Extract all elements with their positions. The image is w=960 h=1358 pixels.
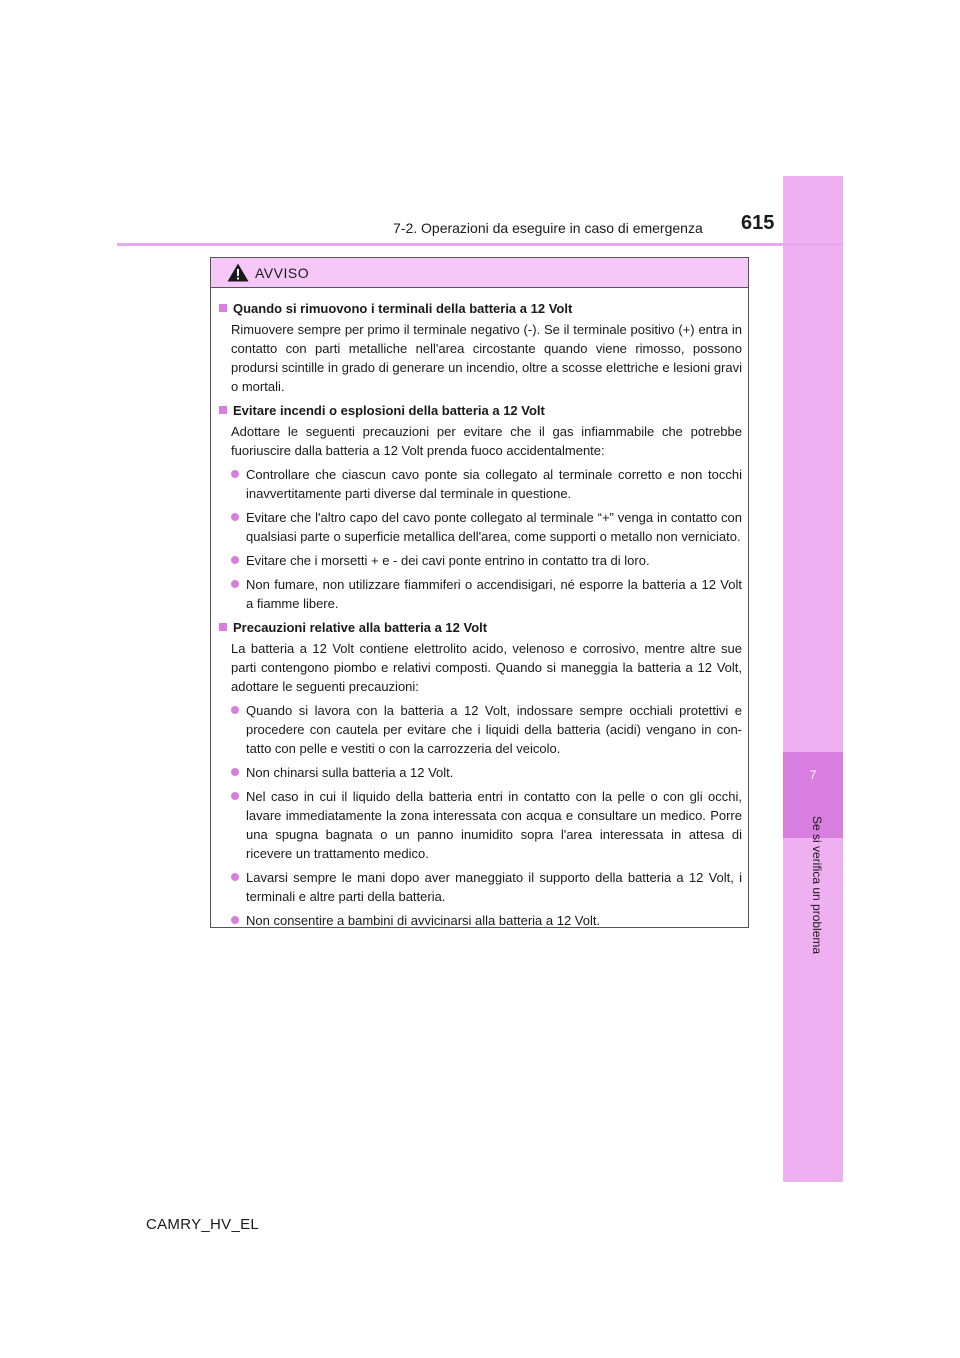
warning-bullet-text: Non consentire a bambini di avvicinarsi alla batteria a 12 Volt. bbox=[246, 913, 601, 928]
warning-bullet-item bbox=[231, 701, 742, 758]
chapter-side-tab bbox=[783, 176, 843, 1182]
round-bullet-icon bbox=[231, 556, 239, 564]
warning-bullet-text: Quando si lavora con la batteria a 12 Volt, indossare sempre occhiali protettivi e procedere con cautela per evitare che i liquidi della batteria (acidi) vengano in con-tatto con pelle e vestiti o con la carrozzeria del veicolo. bbox=[246, 703, 742, 756]
warning-bullet-item bbox=[231, 868, 742, 906]
warning-triangle-icon bbox=[227, 263, 249, 282]
round-bullet-icon bbox=[231, 706, 239, 714]
round-bullet-icon bbox=[231, 513, 239, 521]
header-rule bbox=[117, 243, 843, 246]
warning-title: AVVISO bbox=[255, 264, 310, 281]
warning-header bbox=[211, 258, 748, 288]
warning-section-heading bbox=[219, 618, 742, 637]
warning-body bbox=[211, 288, 748, 930]
warning-bullet-text: Controllare che ciascun cavo ponte sia collegato al terminale corretto e non tocchi inavvertitamente parti diverse dal terminale in questione. bbox=[246, 467, 742, 501]
round-bullet-icon bbox=[231, 768, 239, 776]
warning-bullet-text: Evitare che l'altro capo del cavo ponte collegato al terminale “+” venga in contatto con qualsiasi parte o superficie metallica dell'area, come supporti o metallo non verniciato. bbox=[246, 510, 742, 544]
warning-bullet-text: Evitare che i morsetti + e - dei cavi ponte entrino in contatto tra di loro. bbox=[246, 553, 650, 568]
warning-section-text: Adottare le seguenti precauzioni per evitare che il gas infiammabile che potrebbe fuoriuscire dalla batteria a 12 Volt prenda fuoco accidentalmente: bbox=[231, 424, 742, 458]
warning-section-heading-text: Quando si rimuovono i terminali della batteria a 12 Volt bbox=[233, 301, 573, 316]
round-bullet-icon bbox=[231, 916, 239, 924]
chapter-title: Se si verifica un problema bbox=[810, 816, 824, 955]
round-bullet-icon bbox=[231, 470, 239, 478]
chapter-number: 7 bbox=[809, 768, 817, 782]
warning-bullet-item bbox=[231, 763, 742, 782]
warning-bullet-text: Nel caso in cui il liquido della batteria entri in contatto con la pelle o con gli occhi, lavare immediatamente la zona interessata con acqua e consultare un medico. Porre una spugna bagnata o un panno inumidito sopra l'area interessata in attesa di ricevere un trattamento medico. bbox=[246, 789, 742, 861]
warning-section-heading-text: Evitare incendi o esplosioni della batteria a 12 Volt bbox=[233, 403, 545, 418]
warning-bullet-text: Lavarsi sempre le mani dopo aver maneggiato il supporto della batteria a 12 Volt, i terminali e altre parti della batteria. bbox=[246, 870, 742, 904]
warning-bullet-text: Non fumare, non utilizzare fiammiferi o accendisigari, né esporre la batteria a 12 Volt a fiamme libere. bbox=[246, 577, 742, 611]
warning-bullet-item bbox=[231, 787, 742, 863]
square-bullet-icon bbox=[219, 406, 227, 414]
page-number: 615 bbox=[741, 212, 775, 234]
warning-section-heading bbox=[219, 401, 742, 420]
warning-bullet-item bbox=[231, 575, 742, 613]
warning-bullet-item bbox=[231, 551, 742, 570]
warning-box bbox=[210, 257, 749, 928]
square-bullet-icon bbox=[219, 623, 227, 631]
section-title: 7-2. Operazioni da eseguire in caso di emergenza bbox=[393, 220, 703, 236]
warning-bullet-item bbox=[231, 911, 742, 930]
warning-bullet-item bbox=[231, 465, 742, 503]
document-code: CAMRY_HV_EL bbox=[146, 1216, 260, 1233]
warning-section-text: Rimuovere sempre per primo il terminale negativo (-). Se il terminale positivo (+) entra in contatto con parti metalliche nell'area circostante quando viene rimosso, possono prodursi scintille in grado di generare un incendio, oltre a scosse elettriche e lesioni gravi o mortali. bbox=[231, 322, 742, 394]
round-bullet-icon bbox=[231, 873, 239, 881]
round-bullet-icon bbox=[231, 580, 239, 588]
square-bullet-icon bbox=[219, 304, 227, 312]
warning-bullet-item bbox=[231, 508, 742, 546]
warning-section-heading bbox=[219, 299, 742, 318]
warning-bullet-text: Non chinarsi sulla batteria a 12 Volt. bbox=[246, 765, 454, 780]
warning-section-text: La batteria a 12 Volt contiene elettrolito acido, velenoso e corrosivo, mentre altre sue parti contengono piombo e relativi composti. Quando si maneggia la batteria a 12 Volt, adottare le seguenti precauzioni: bbox=[231, 641, 742, 694]
warning-section-heading-text: Precauzioni relative alla batteria a 12 Volt bbox=[233, 620, 488, 635]
round-bullet-icon bbox=[231, 792, 239, 800]
